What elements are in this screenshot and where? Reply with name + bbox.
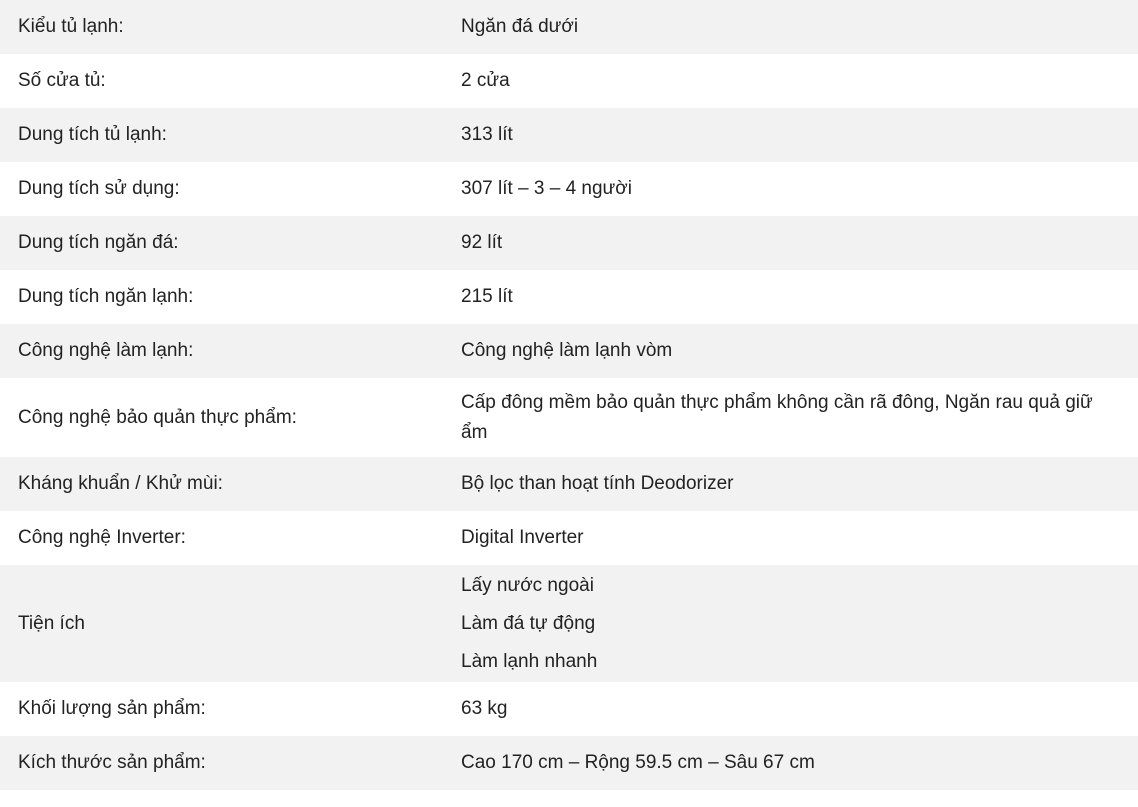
spec-value-line: Làm đá tự động xyxy=(461,612,596,634)
spec-label: Dung tích tủ lạnh: xyxy=(0,108,442,162)
spec-value: 63 kg xyxy=(461,698,508,719)
spec-label: Công nghệ bảo quản thực phẩm: xyxy=(18,406,297,428)
spec-label: Số cửa tủ: xyxy=(18,70,106,91)
spec-value: 307 lít – 3 – 4 người xyxy=(461,178,632,199)
spec-value: Cao 170 cm – Rộng 59.5 cm – Sâu 67 cm xyxy=(442,736,1138,790)
table-row xyxy=(0,378,1138,457)
spec-value: Bộ lọc than hoạt tính Deodorizer xyxy=(442,457,1138,511)
spec-label: Dung tích sử dụng: xyxy=(18,178,180,199)
spec-value-list xyxy=(442,565,1138,682)
spec-value-line: Làm lạnh nhanh xyxy=(461,650,598,672)
table-row xyxy=(0,682,1138,736)
spec-label: Dung tích ngăn đá: xyxy=(0,216,442,270)
spec-value: Ngăn đá dưới xyxy=(442,0,1138,54)
table-row xyxy=(0,511,1138,565)
spec-value-line: Lấy nước ngoài xyxy=(461,574,594,596)
spec-label: Kiểu tủ lạnh: xyxy=(0,0,442,54)
spec-label: Công nghệ làm lạnh: xyxy=(0,324,442,378)
table-row xyxy=(0,108,1138,162)
spec-label: Dung tích ngăn lạnh: xyxy=(18,286,194,307)
table-row xyxy=(0,457,1138,511)
spec-value: Công nghệ làm lạnh vòm xyxy=(442,324,1138,378)
table-row xyxy=(0,565,1138,682)
spec-label: Tiện ích xyxy=(0,565,442,682)
table-row xyxy=(0,736,1138,790)
spec-value xyxy=(442,378,1138,457)
table-row xyxy=(0,324,1138,378)
spec-label: Công nghệ Inverter: xyxy=(18,527,186,548)
spec-value: 215 lít xyxy=(461,286,513,307)
table-row xyxy=(0,162,1138,216)
table-row xyxy=(0,54,1138,108)
table-row xyxy=(0,0,1138,54)
spec-label: Khối lượng sản phẩm: xyxy=(18,698,206,719)
spec-label: Kháng khuẩn / Khử mùi: xyxy=(0,457,442,511)
table-row xyxy=(0,270,1138,324)
spec-label: Kích thước sản phẩm: xyxy=(0,736,442,790)
spec-value: 92 lít xyxy=(442,216,1138,270)
table-row xyxy=(0,216,1138,270)
spec-value: 313 lít xyxy=(442,108,1138,162)
spec-value-text: Cấp đông mềm bảo quản thực phẩm không cần rã đông, Ngăn rau quả giữ ẩm xyxy=(461,391,1093,443)
spec-value: Digital Inverter xyxy=(461,527,584,548)
spec-value: 2 cửa xyxy=(461,70,510,91)
